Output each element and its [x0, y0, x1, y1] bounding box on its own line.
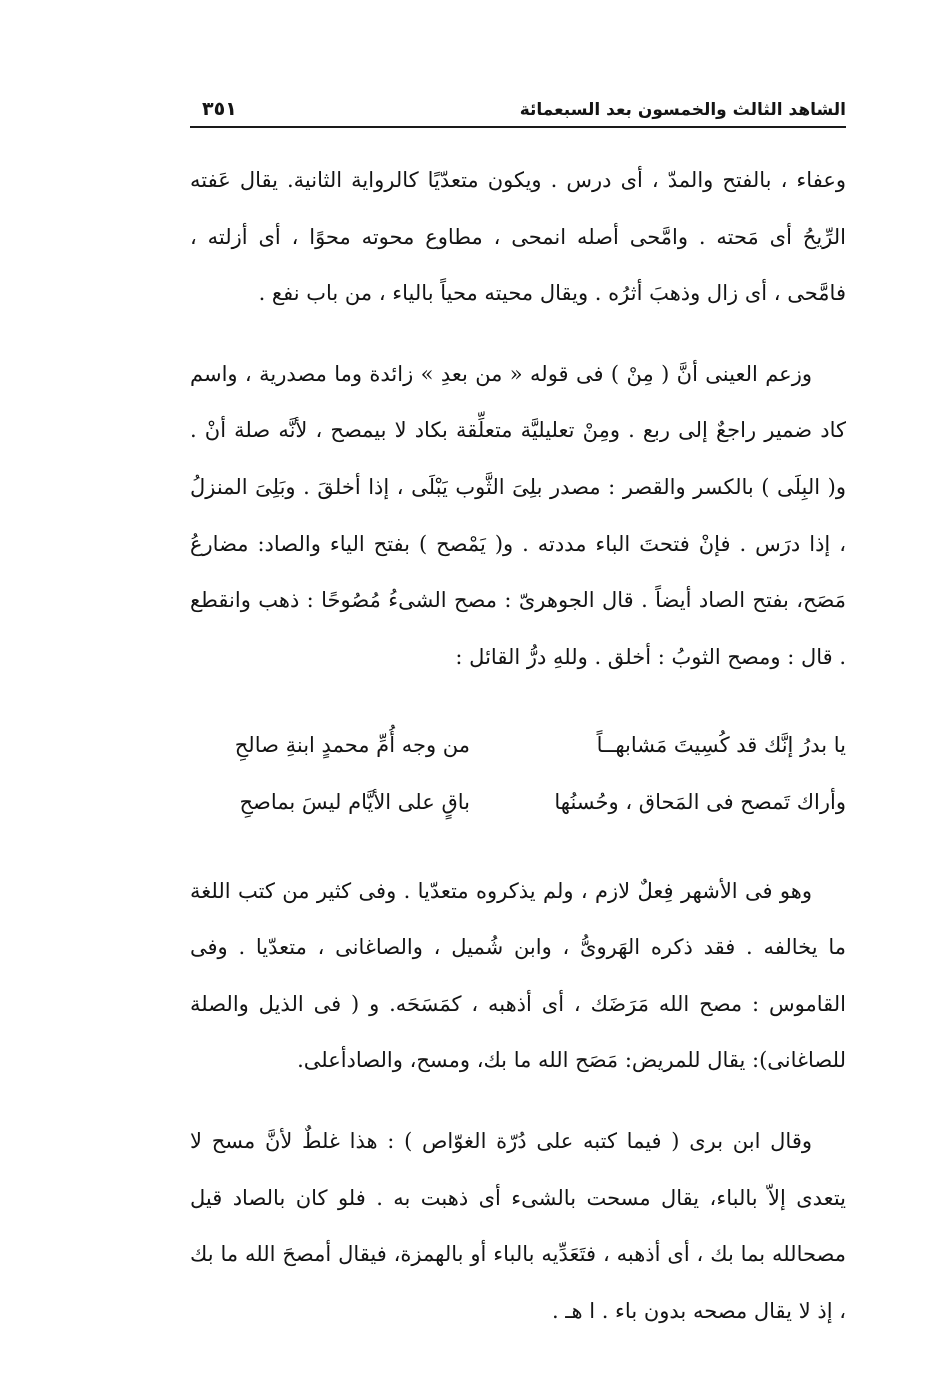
running-title: الشاهد الثالث والخمسون بعد السبعمائة [519, 100, 846, 120]
verse-line-2 [190, 774, 846, 831]
paragraph-2: وزعم العينى أنَّ ( مِنْ ) فى قوله « من بعدِ » زائدة وما مصدرية ، واسم كاد ضمير راجعٌ إلى ربع . ومِنْ تعليليَّة متعلِّقة بكاد لا بيمصح ، لأنَّه صلة أنْ . و( البِلَى ) بالكسر والقصر : مصدر بلِىَ الثَّوب يَبْلَى ، إذا أخلقَ . وبَلِىَ المنزلُ ، إذا درَس . فإنْ فتحتَ الباء مددته . و( يَمْصح ) بفتح الياء والصاد: مضارعُ مَصَح، بفتح الصاد أيضاً . قال الجوهرىّ : مصح الشىءُ مُصُوحًا : ذهب وانقطع . قال : ومصح الثوبُ : أخلق . وللهِ درُّ القائل : [190, 361, 846, 669]
verse-2-first-hemistich: وأراك تَمصح فى المَحاق ، وحُسنُها [554, 789, 846, 814]
page-header [190, 96, 846, 128]
page-body [190, 152, 846, 1339]
verse-1-second-hemistich: من وجه أُمِّ محمدٍ ابنةِ صالحِ [234, 733, 470, 758]
paragraph-1: وعفاء ، بالفتح والمدّ ، أى درس . ويكون متعدّيًا كالرواية الثانية. يقال عَفته الرِّيحُ أى مَحته . وامَّحى أصله انمحى ، مطاوع محوته محوًا ، أى أزلته ، فامَّحى ، أى زال وذهبَ أثرُه . ويقال محيته محياً بالياء ، من باب نفع . [190, 168, 846, 306]
paragraph-3: وهو فى الأشهر فِعلٌ لازم ، ولم يذكروه متعدّيا . وفى كثير من كتب اللغة ما يخالفه . فقد ذكره الهَروىُّ ، وابن شُميل ، والصاغانى ، متعدّيا . وفى القاموس : مصح الله مَرَضَك ، أى أذهبه ، كمَسَحَه. و ( فى الذيل والصلة للصاغانى): يقال للمريض: مَصَح الله ما بك، ومسح، والصادأعلى. [190, 878, 846, 1073]
poem-verses [190, 717, 846, 830]
verse-2-second-hemistich: باقٍ على الأيَّام ليسَ بماصحِ [239, 789, 470, 814]
page-number: ٣٥١ [202, 98, 237, 120]
verse-1-first-hemistich: يا بدرُ إنَّك قد كُسِيتَ مَشابهــاً [596, 733, 846, 758]
verse-line-1 [190, 717, 846, 774]
paragraph-4: وقال ابن برى ( فيما كتبه على دُرّة الغوّاص ) : هذا غلطٌ لأنَّ مسح لا يتعدى إلاّ بالباء، يقال مسحت بالشىء أى ذهبت به . فلو كان بالصاد قيل مصحالله بما بك ، أى أذهبه ، فتَعَدِّيه بالباء أو بالهمزة، فيقال أمصحَ الله ما بك ، إذ لا يقال مصحه بدون باء . ا هـ . [190, 1128, 846, 1323]
